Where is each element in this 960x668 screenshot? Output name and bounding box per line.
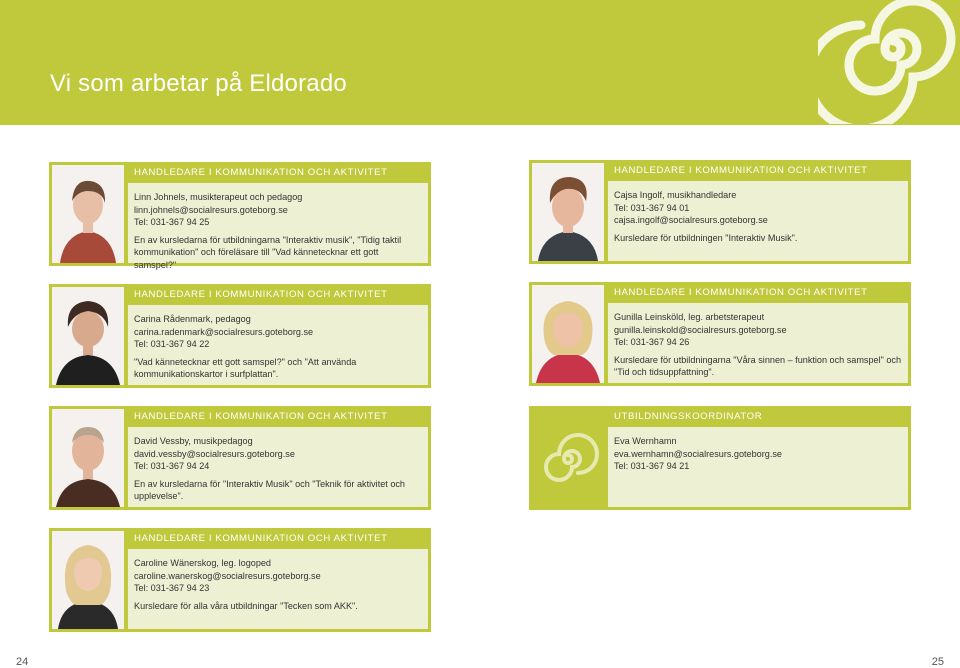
staff-photo (52, 531, 124, 629)
staff-phone: Tel: 031-367 94 01 (614, 202, 690, 213)
staff-card-eva-wernhamn (529, 406, 911, 510)
staff-description: Kursledare för alla våra utbildningar "Tecken som AKK". (134, 600, 358, 611)
card-body (608, 427, 908, 507)
card-heading: HANDLEDARE I KOMMUNIKATION OCH AKTIVITET (134, 167, 388, 178)
card-heading: HANDLEDARE I KOMMUNIKATION OCH AKTIVITET (134, 289, 388, 300)
staff-phone: Tel: 031-367 94 26 (614, 337, 690, 347)
staff-email[interactable]: carina.radenmark@socialresurs.goteborg.se (134, 326, 314, 337)
staff-placeholder (532, 409, 604, 507)
page-title: Vi som arbetar på Eldorado (50, 70, 347, 97)
card-body (608, 303, 908, 383)
staff-photo (532, 163, 604, 261)
staff-description: En av kursledarna för "Interaktiv Musik" och "Teknik för aktivitet och upplevelse". (134, 478, 405, 501)
staff-email[interactable]: eva.wernhamn@socialresurs.goteborg.se (614, 448, 782, 459)
staff-description: En av kursledarna för utbildningarna "Interaktiv musik", "Tidig taktil kommunikation" och föreläsare till "Vad kännetecknar ett gott samspel?" (134, 234, 402, 270)
staff-card-gunilla-leinskold (529, 282, 911, 386)
staff-name: Cajsa Ingolf, musikhandledare (614, 190, 737, 200)
staff-email[interactable]: gunilla.leinskold@socialresurs.goteborg.se (614, 324, 787, 335)
spiral-logo-icon (532, 409, 604, 507)
staff-phone: Tel: 031-367 94 25 (134, 217, 210, 227)
staff-name: Linn Johnels, musikterapeut och pedagog (134, 192, 303, 202)
card-body (128, 427, 428, 507)
card-heading: HANDLEDARE I KOMMUNIKATION OCH AKTIVITET (614, 165, 868, 176)
staff-email[interactable]: caroline.wanerskog@socialresurs.goteborg.se (134, 570, 321, 581)
spiral-logo-icon (818, 0, 960, 124)
staff-phone: Tel: 031-367 94 21 (614, 461, 690, 471)
staff-phone: Tel: 031-367 94 24 (134, 461, 210, 471)
staff-email[interactable]: david.vessby@socialresurs.goteborg.se (134, 448, 295, 459)
header-banner (0, 0, 960, 125)
staff-description: Kursledare för utbildningarna "Våra sinnen – funktion och samspel" och "Tid och tidsuppfattning". (614, 354, 902, 377)
staff-name: Carina Rådenmark, pedagog (134, 314, 251, 324)
staff-description: "Vad kännetecknar ett gott samspel?" och "Att använda kommunikationskartor i surfplattan". (134, 356, 357, 379)
card-body (128, 549, 428, 629)
card-heading: HANDLEDARE I KOMMUNIKATION OCH AKTIVITET (614, 287, 868, 298)
staff-email[interactable]: linn.johnels@socialresurs.goteborg.se (134, 204, 288, 215)
card-body (128, 183, 428, 270)
staff-card-caroline-wanerskog (49, 528, 431, 632)
card-body (608, 181, 908, 261)
staff-card-david-vessby (49, 406, 431, 510)
staff-phone: Tel: 031-367 94 23 (134, 583, 210, 593)
page-number-right: 25 (931, 656, 944, 668)
staff-card-linn-johnels (49, 162, 431, 270)
staff-name: Eva Wernhamn (614, 436, 677, 446)
staff-description: Kursledare för utbildningen "Interaktiv Musik". (614, 232, 798, 243)
staff-email[interactable]: cajsa.ingolf@socialresurs.goteborg.se (614, 215, 768, 225)
staff-card-carina-radenmark (49, 284, 431, 388)
staff-name: Gunilla Leinsköld, leg. arbetsterapeut (614, 312, 765, 322)
card-heading: HANDLEDARE I KOMMUNIKATION OCH AKTIVITET (134, 411, 388, 422)
card-heading: HANDLEDARE I KOMMUNIKATION OCH AKTIVITET (134, 533, 388, 544)
staff-name: David Vessby, musikpedagog (134, 436, 253, 446)
staff-photo (532, 285, 604, 383)
staff-photo (52, 165, 124, 263)
staff-photo (52, 409, 124, 507)
staff-name: Caroline Wänerskog, leg. logoped (134, 558, 271, 568)
staff-photo (52, 287, 124, 385)
card-heading: UTBILDNINGSKOORDINATOR (614, 411, 763, 422)
card-body (128, 305, 428, 385)
staff-phone: Tel: 031-367 94 22 (134, 339, 210, 349)
staff-card-cajsa-ingolf (529, 160, 911, 264)
page-number-left: 24 (16, 656, 29, 668)
